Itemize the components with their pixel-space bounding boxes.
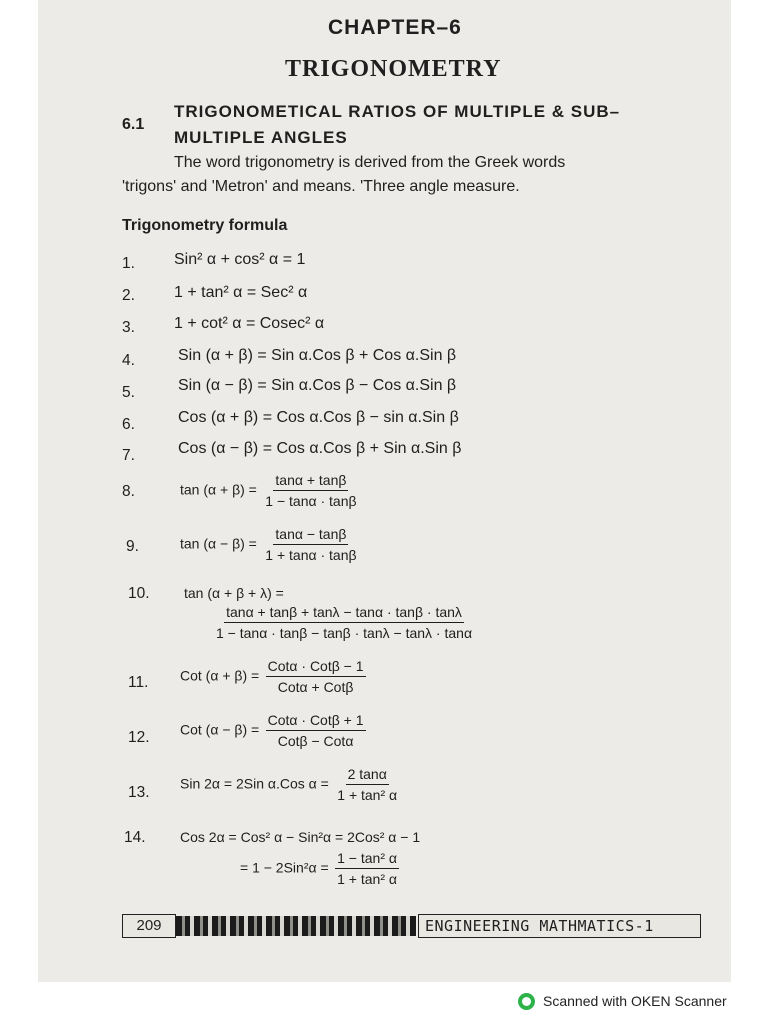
formula-number: 5. — [122, 384, 135, 401]
formula-10 — [212, 604, 476, 641]
fraction — [266, 712, 366, 749]
formula-number: 11. — [128, 674, 149, 691]
numerator: Cotα · Cotβ − 1 — [266, 658, 366, 677]
formula-5: Sin (α − β) = Sin α.Cos β − Cos α.Sin β — [178, 377, 457, 394]
formula-number: 14. — [124, 829, 146, 846]
chapter-heading: CHAPTER–6 — [328, 16, 462, 39]
formula-number: 4. — [122, 352, 135, 369]
formula-number: 7. — [122, 447, 135, 464]
fraction — [214, 604, 474, 641]
formula-number: 10. — [128, 585, 150, 602]
formula-13 — [180, 766, 401, 803]
numerator: Cotα · Cotβ + 1 — [266, 712, 366, 731]
formula-number: 13. — [128, 784, 150, 801]
intro-line2: 'trigons' and 'Metron' and means. 'Three angle measure. — [122, 178, 520, 195]
numerator: tanα − tanβ — [273, 526, 348, 545]
formula-10-lhs: tan (α + β + λ) = — [184, 585, 284, 601]
scanner-label: Scanned with OKEN Scanner — [543, 993, 727, 1009]
formula-12 — [180, 712, 368, 749]
formula-8 — [180, 472, 361, 509]
formula-4: Sin (α + β) = Sin α.Cos β + Cos α.Sin β — [178, 347, 457, 364]
formula-7: Cos (α − β) = Cos α.Cos β + Sin α.Sin β — [178, 440, 462, 457]
formula-number: 1. — [122, 255, 135, 272]
fraction — [266, 658, 366, 695]
page-footer — [122, 914, 697, 938]
page-title: TRIGONOMETRY — [285, 56, 502, 82]
formula-1: Sin² α + cos² α = 1 — [174, 251, 306, 268]
numerator: 1 − tan² α — [335, 850, 399, 869]
formula-6: Cos (α + β) = Cos α.Cos β − sin α.Sin β — [178, 409, 459, 426]
scanner-logo-icon — [518, 993, 535, 1010]
formula-14-line1: Cos 2α = Cos² α − Sin²α = 2Cos² α − 1 — [180, 829, 421, 845]
formula-2: 1 + tan² α = Sec² α — [174, 284, 308, 301]
ornament-band — [176, 916, 416, 936]
formula-lhs: Cot (α − β) = — [180, 721, 260, 738]
fraction — [263, 526, 358, 563]
fraction — [335, 766, 399, 803]
intro-line1: The word trigonometry is derived from the Greek words — [174, 154, 566, 171]
denominator: 1 − tanα · tanβ − tanβ · tanλ − tanλ · tanα — [216, 625, 473, 641]
formula-heading: Trigonometry formula — [122, 217, 288, 234]
formula-lhs: tan (α + β) = — [180, 481, 257, 498]
fraction — [335, 850, 399, 887]
section-title-line1: TRIGONOMETICAL RATIOS OF MULTIPLE & SUB– — [174, 102, 621, 121]
numerator: tanα + tanβ — [273, 472, 348, 491]
book-title: ENGINEERING MATHMATICS-1 — [418, 914, 701, 938]
denominator: 1 − tanα · tanβ — [265, 493, 357, 509]
formula-number: 12. — [128, 729, 150, 746]
scanned-page — [38, 0, 731, 982]
numerator: tanα + tanβ + tanλ − tanα · tanβ · tanλ — [224, 604, 464, 623]
denominator: 1 + tanα · tanβ — [265, 547, 357, 563]
formula-3: 1 + cot² α = Cosec² α — [174, 315, 325, 332]
denominator: Cotβ − Cotα — [277, 733, 354, 749]
formula-lhs: tan (α − β) = — [180, 535, 257, 552]
formula-lhs: = 1 − 2Sin²α = — [240, 859, 329, 876]
formula-number: 8. — [122, 483, 135, 500]
section-title-line2: MULTIPLE ANGLES — [174, 128, 348, 147]
formula-number: 2. — [122, 287, 135, 304]
formula-lhs: Cot (α + β) = — [180, 667, 260, 684]
denominator: Cotα + Cotβ — [277, 679, 354, 695]
formula-9 — [180, 526, 361, 563]
formula-number: 9. — [126, 538, 139, 555]
denominator: 1 + tan² α — [337, 871, 397, 887]
page-number: 209 — [122, 914, 176, 938]
fraction — [263, 472, 358, 509]
scanner-watermark — [518, 990, 727, 1012]
formula-14-line2 — [240, 850, 401, 887]
formula-number: 3. — [122, 319, 135, 336]
formula-number: 6. — [122, 416, 135, 433]
section-number: 6.1 — [122, 116, 145, 133]
numerator: 2 tanα — [346, 766, 389, 785]
formula-11 — [180, 658, 368, 695]
denominator: 1 + tan² α — [337, 787, 398, 803]
formula-lhs: Sin 2α = 2Sin α.Cos α = — [180, 775, 329, 792]
